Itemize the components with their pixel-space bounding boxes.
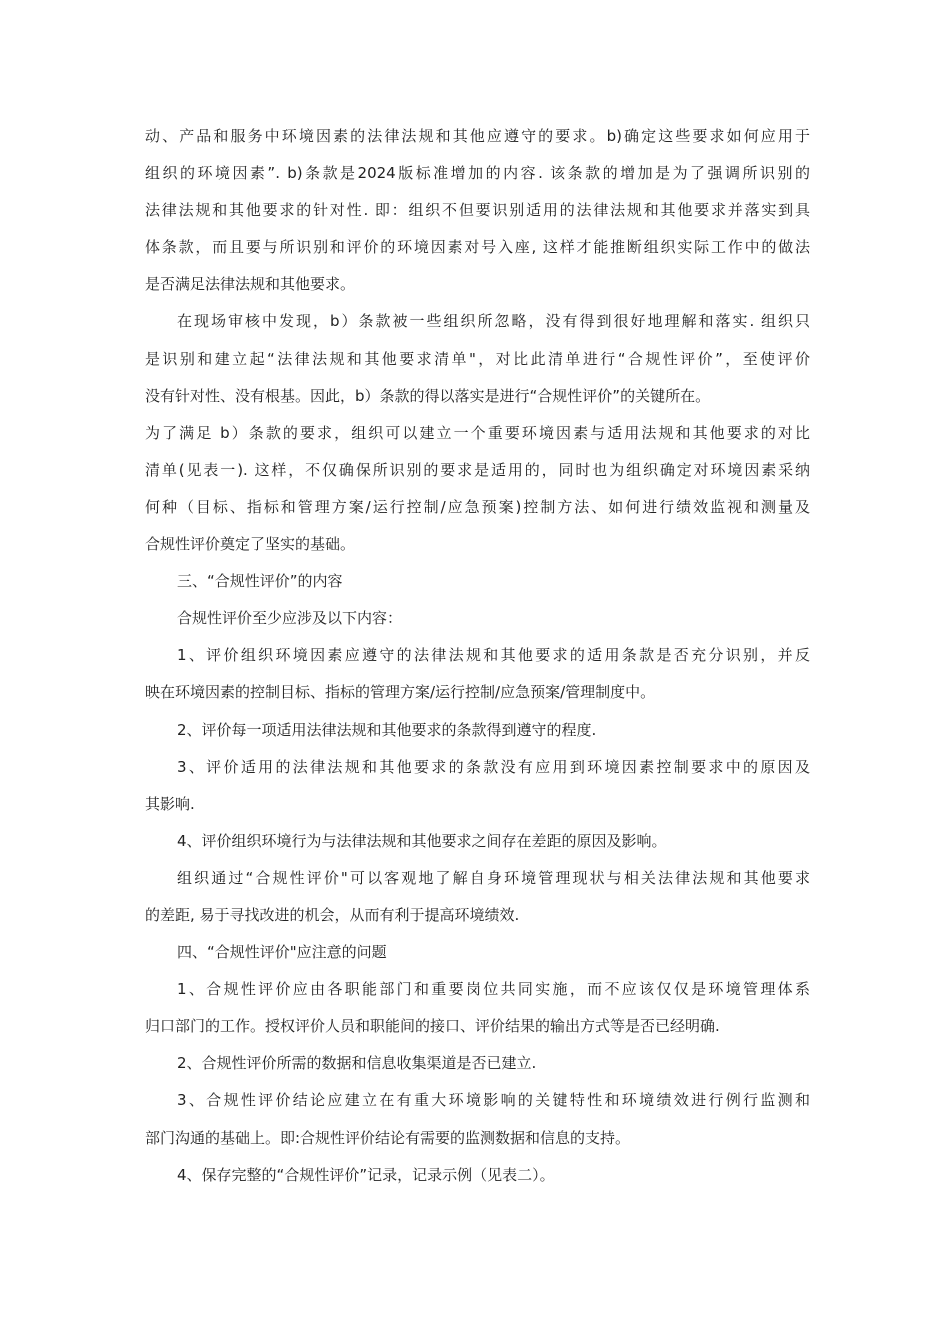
list-item-line: 其影响. (145, 794, 195, 813)
paragraph-line: 清单(见表一). 这样，不仅确保所识别的要求是适用的，同时也为组织确定对环境因素采纳 (145, 460, 810, 479)
list-item-line: 2、合规性评价所需的数据和信息收集渠道是否已建立. (177, 1054, 537, 1073)
list-item-line: 1、合规性评价应由各职能部门和重要岗位共同实施，而不应该仅仅是环境管理体系 (177, 980, 810, 999)
paragraph-line: 在现场审核中发现，b）条款被一些组织所忽略，没有得到很好地理解和落实. 组织只 (177, 312, 810, 331)
list-item-line: 4、评价组织环境行为与法律法规和其他要求之间存在差距的原因及影响。 (177, 831, 667, 850)
list-item-line: 归口部门的工作。授权评价人员和职能间的接口、评价结果的输出方式等是否已经明确. (145, 1017, 720, 1036)
paragraph-line: 动、产品和服务中环境因素的法律法规和其他应遵守的要求。b)确定这些要求如何应用于 (145, 127, 810, 145)
paragraph-line: 为了满足 b）条款的要求，组织可以建立一个重要环境因素与适用法规和其他要求的对比 (145, 423, 810, 442)
list-item-line: 1、评价组织环境因素应遵守的法律法规和其他要求的适用条款是否充分识别，并反 (177, 646, 810, 665)
paragraph-line: 组织的环境因素”. b)条款是2024版标准增加的内容. 该条款的增加是为了强调所识别的 (145, 164, 810, 183)
paragraph-line: 何种（目标、指标和管理方案/运行控制/应急预案)控制方法、如何进行绩效监视和测量及 (145, 497, 810, 516)
list-item-line: 4、保存完整的“合规性评价”记录，记录示例（见表二）。 (177, 1165, 555, 1184)
paragraph-line: 没有针对性、没有根基。因此，b）条款的得以落实是进行“合规性评价”的关键所在。 (145, 386, 711, 405)
list-item-line: 3、合规性评价结论应建立在有重大环境影响的关键特性和环境绩效进行例行监测和 (177, 1091, 810, 1110)
section-heading: 四、“合规性评价"应注意的问题 (177, 943, 387, 962)
paragraph-line: 体条款，而且要与所识别和评价的环境因素对号入座, 这样才能推断组织实际工作中的做法 (145, 238, 810, 257)
list-item-line: 部门沟通的基础上。即:合规性评价结论有需要的监测数据和信息的支持。 (145, 1128, 631, 1147)
section-heading: 三、“合规性评价”的内容 (177, 572, 343, 591)
paragraph-line: 是识别和建立起“法律法规和其他要求清单"，对比此清单进行“合规性评价”，至使评价 (145, 349, 810, 368)
paragraph-line: 组织通过“合规性评价"可以客观地了解自身环境管理现状与相关法律法规和其他要求 (177, 868, 810, 887)
list-item-line: 3、评价适用的法律法规和其他要求的条款没有应用到环境因素控制要求中的原因及 (177, 757, 810, 776)
paragraph-line: 的差距, 易于寻找改进的机会，从而有利于提高环境绩效. (145, 905, 520, 924)
paragraph-line: 法律法规和其他要求的针对性. 即：组织不但要识别适用的法律法规和其他要求并落实到具 (145, 201, 810, 220)
document-body (145, 118, 810, 1194)
list-item-line: 映在环境因素的控制目标、指标的管理方案/运行控制/应急预案/管理制度中。 (145, 683, 656, 702)
list-item-line: 2、评价每一项适用法律法规和其他要求的条款得到遵守的程度. (177, 720, 597, 739)
paragraph-line: 是否满足法律法规和其他要求。 (145, 275, 356, 294)
paragraph-line: 合规性评价奠定了坚实的基础。 (145, 535, 356, 554)
paragraph-line: 合规性评价至少应涉及以下内容： (177, 609, 403, 628)
